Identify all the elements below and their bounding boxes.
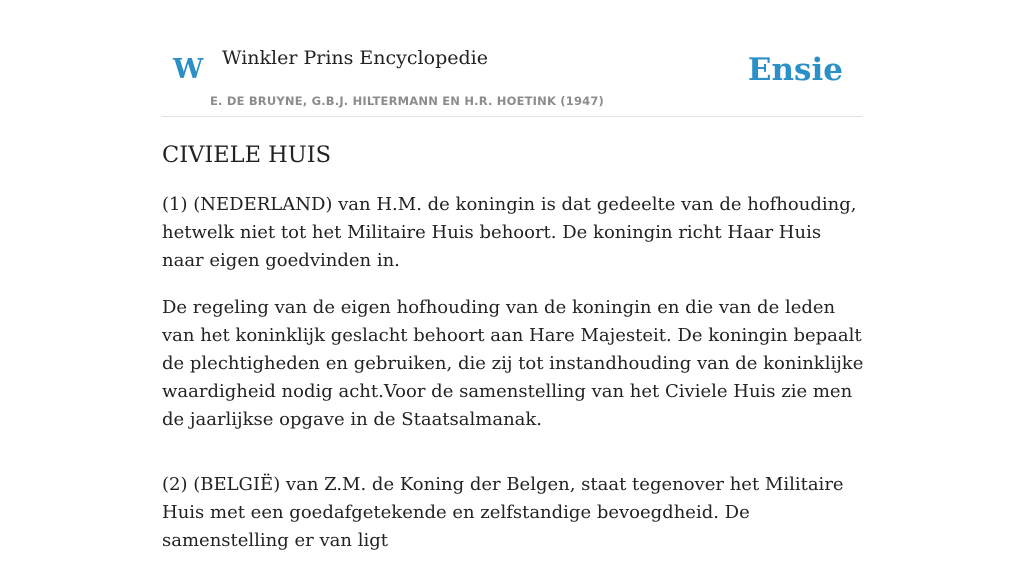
winkler-prins-logo[interactable]: W <box>173 54 204 85</box>
source-title[interactable]: Winkler Prins Encyclopedie <box>222 47 488 69</box>
article-paragraph: (2) (BELGIË) van Z.M. de Koning der Belgen, staat tegenover het Militaire Huis met een goedafgetekende en zelfstandige bevoegdheid. De samenstelling er van ligt <box>162 474 844 551</box>
article <box>162 136 864 574</box>
article-paragraph: (1) (NEDERLAND) van H.M. de koningin is dat gedeelte van de hofhouding, hetwelk niet tot het Militaire Huis behoort. De koningin richt Haar Huis naar eigen goedvinden in. <box>162 194 857 271</box>
source-authors: E. DE BRUYNE, G.B.J. HILTERMANN EN H.R. HOETINK (1947) <box>210 94 605 108</box>
article-paragraph: De regeling van de eigen hofhouding van de koningin en die van de leden van het koninklijk geslacht behoort aan Hare Majesteit. De koningin bepaalt de plechtigheden en gebruiken, die zij tot instandhouding van de koninklijke waardigheid nodig acht.Voor de samenstelling van het Civiele Huis zie men de jaarlijkse opgave in de Staatsalmanak. <box>162 297 864 430</box>
site-header <box>162 40 862 117</box>
ensie-logo[interactable]: Ensie <box>747 52 843 88</box>
article-title: CIVIELE HUIS <box>162 142 332 168</box>
